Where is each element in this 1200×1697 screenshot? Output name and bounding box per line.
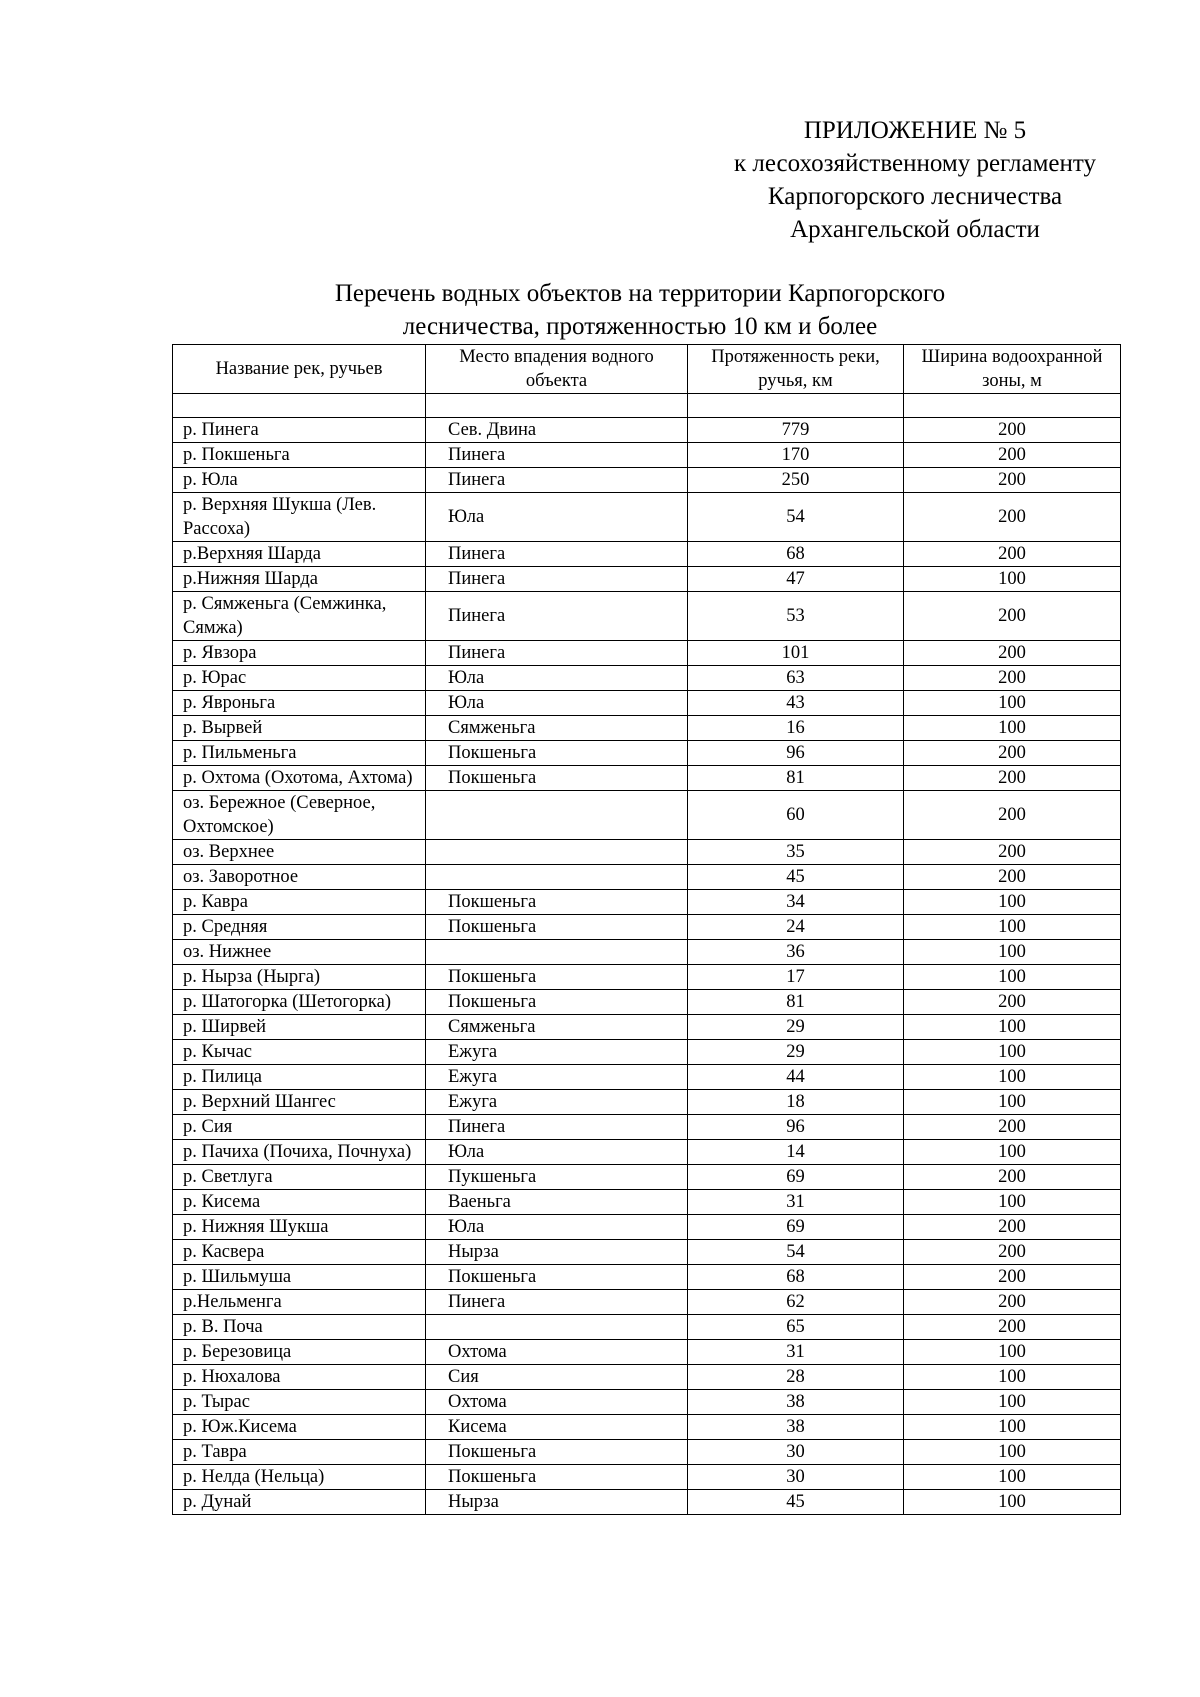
table-row — [173, 965, 1121, 990]
table-row — [173, 1090, 1121, 1115]
cell-mouth-place: Юла — [426, 691, 688, 716]
table-header-row — [173, 345, 1121, 394]
table-row — [173, 1315, 1121, 1340]
cell-river-name: р. Вырвей — [173, 716, 426, 741]
cell-zone-width: 100 — [904, 1440, 1121, 1465]
cell-mouth-place: Сев. Двина — [426, 418, 688, 443]
document-title-line-2: лесничества, протяженностью 10 км и более — [402, 313, 878, 340]
cell-zone-width: 200 — [904, 865, 1121, 890]
table-row — [173, 915, 1121, 940]
cell-mouth-place: Покшеньга — [426, 1465, 688, 1490]
table-row — [173, 1215, 1121, 1240]
cell-river-name: р. Березовица — [173, 1340, 426, 1365]
cell-mouth-place: Юла — [426, 493, 688, 542]
cell-river-name: р. Касвера — [173, 1240, 426, 1265]
cell-river-name: р. Верхний Шангес — [173, 1090, 426, 1115]
cell-length: 45 — [688, 1490, 904, 1515]
cell-zone-width: 200 — [904, 1315, 1121, 1340]
cell-mouth-place: Ежуга — [426, 1040, 688, 1065]
cell-zone-width: 100 — [904, 567, 1121, 592]
cell-length: 44 — [688, 1065, 904, 1090]
appendix-header — [680, 114, 1150, 246]
cell-zone-width: 200 — [904, 542, 1121, 567]
cell-length: 31 — [688, 1340, 904, 1365]
table-row — [173, 1115, 1121, 1140]
table-row — [173, 666, 1121, 691]
cell-length: 38 — [688, 1415, 904, 1440]
table-row — [173, 716, 1121, 741]
cell-zone-width: 200 — [904, 1165, 1121, 1190]
cell-river-name: р.Нельменга — [173, 1290, 426, 1315]
cell-zone-width: 200 — [904, 418, 1121, 443]
cell-length: 779 — [688, 418, 904, 443]
cell-mouth-place: Покшеньга — [426, 965, 688, 990]
cell-river-name: р. В. Поча — [173, 1315, 426, 1340]
cell-zone-width: 200 — [904, 443, 1121, 468]
cell-zone-width: 100 — [904, 1015, 1121, 1040]
table-row — [173, 418, 1121, 443]
cell-river-name: р. Шатогорка (Шетогорка) — [173, 990, 426, 1015]
table-row — [173, 865, 1121, 890]
appendix-reference: к лесохозяйственному регламенту — [733, 150, 1097, 177]
table-row — [173, 567, 1121, 592]
table-row — [173, 741, 1121, 766]
cell-zone-width: 100 — [904, 1140, 1121, 1165]
cell-zone-width: 200 — [904, 791, 1121, 840]
table-row — [173, 791, 1121, 840]
table-row — [173, 890, 1121, 915]
cell-length: 29 — [688, 1040, 904, 1065]
cell-river-name: р. Юрас — [173, 666, 426, 691]
cell-river-name: р.Нижняя Шарда — [173, 567, 426, 592]
table-row — [173, 1040, 1121, 1065]
cell-zone-width: 200 — [904, 1115, 1121, 1140]
water-bodies-table — [172, 344, 1121, 1515]
table-row — [173, 1265, 1121, 1290]
table-row — [173, 1490, 1121, 1515]
cell-length: 250 — [688, 468, 904, 493]
cell-zone-width: 200 — [904, 1290, 1121, 1315]
cell-length: 63 — [688, 666, 904, 691]
cell-length: 16 — [688, 716, 904, 741]
cell-length: 101 — [688, 641, 904, 666]
cell-mouth-place: Покшеньга — [426, 1265, 688, 1290]
empty-cell — [688, 394, 904, 418]
document-title-line-1: Перечень водных объектов на территории Карпогорского — [334, 280, 946, 307]
cell-river-name: р. Пачиха (Почиха, Почнуха) — [173, 1140, 426, 1165]
cell-length: 68 — [688, 1265, 904, 1290]
cell-river-name: р. Тавра — [173, 1440, 426, 1465]
cell-mouth-place: Сия — [426, 1365, 688, 1390]
cell-zone-width: 200 — [904, 990, 1121, 1015]
cell-river-name: р. Кисема — [173, 1190, 426, 1215]
cell-river-name: оз. Заворотное — [173, 865, 426, 890]
cell-zone-width: 100 — [904, 1040, 1121, 1065]
table-row — [173, 1015, 1121, 1040]
cell-zone-width: 100 — [904, 691, 1121, 716]
cell-zone-width: 200 — [904, 666, 1121, 691]
cell-mouth-place: Нырза — [426, 1490, 688, 1515]
cell-river-name: р. Кычас — [173, 1040, 426, 1065]
cell-river-name: р. Нырза (Нырга) — [173, 965, 426, 990]
cell-length: 54 — [688, 493, 904, 542]
cell-length: 17 — [688, 965, 904, 990]
table-row — [173, 1065, 1121, 1090]
appendix-number: ПРИЛОЖЕНИЕ № 5 — [803, 117, 1027, 144]
cell-mouth-place: Пинега — [426, 641, 688, 666]
cell-mouth-place: Покшеньга — [426, 766, 688, 791]
table-row — [173, 1390, 1121, 1415]
cell-mouth-place — [426, 791, 688, 840]
cell-mouth-place: Ежуга — [426, 1090, 688, 1115]
table-row — [173, 766, 1121, 791]
cell-zone-width: 100 — [904, 1340, 1121, 1365]
document-title — [230, 277, 1050, 343]
cell-mouth-place: Пинега — [426, 592, 688, 641]
cell-mouth-place: Пинега — [426, 542, 688, 567]
table-row — [173, 493, 1121, 542]
cell-mouth-place: Сямженьга — [426, 716, 688, 741]
cell-mouth-place — [426, 840, 688, 865]
cell-river-name: р.Верхняя Шарда — [173, 542, 426, 567]
cell-mouth-place: Юла — [426, 666, 688, 691]
cell-river-name: р. Пилица — [173, 1065, 426, 1090]
table-row — [173, 1165, 1121, 1190]
cell-zone-width: 100 — [904, 1065, 1121, 1090]
table-row — [173, 1415, 1121, 1440]
cell-length: 81 — [688, 766, 904, 791]
cell-zone-width: 100 — [904, 915, 1121, 940]
cell-length: 34 — [688, 890, 904, 915]
cell-river-name: р. Пильменьга — [173, 741, 426, 766]
cell-river-name: р. Ширвей — [173, 1015, 426, 1040]
cell-river-name: р. Нижняя Шукша — [173, 1215, 426, 1240]
table-row — [173, 542, 1121, 567]
cell-length: 65 — [688, 1315, 904, 1340]
cell-length: 47 — [688, 567, 904, 592]
table-row — [173, 1340, 1121, 1365]
cell-length: 81 — [688, 990, 904, 1015]
cell-zone-width: 200 — [904, 1240, 1121, 1265]
cell-length: 35 — [688, 840, 904, 865]
header-zone-width: Ширина водоохранной зоны, м — [904, 345, 1121, 394]
cell-length: 18 — [688, 1090, 904, 1115]
cell-zone-width: 100 — [904, 1490, 1121, 1515]
cell-zone-width: 200 — [904, 766, 1121, 791]
cell-river-name: р. Тырас — [173, 1390, 426, 1415]
cell-mouth-place: Пинега — [426, 443, 688, 468]
appendix-forestry: Карпогорского лесничества — [767, 183, 1063, 210]
cell-river-name: р. Шильмуша — [173, 1265, 426, 1290]
cell-river-name: р. Верхняя Шукша (Лев. Рассоха) — [173, 493, 426, 542]
cell-length: 68 — [688, 542, 904, 567]
table-row — [173, 1190, 1121, 1215]
table-row — [173, 1140, 1121, 1165]
cell-length: 62 — [688, 1290, 904, 1315]
cell-river-name: оз. Верхнее — [173, 840, 426, 865]
cell-zone-width: 200 — [904, 592, 1121, 641]
cell-zone-width: 100 — [904, 965, 1121, 990]
cell-river-name: р. Светлуга — [173, 1165, 426, 1190]
cell-zone-width: 100 — [904, 1415, 1121, 1440]
cell-length: 30 — [688, 1465, 904, 1490]
cell-length: 53 — [688, 592, 904, 641]
cell-mouth-place: Сямженьга — [426, 1015, 688, 1040]
cell-mouth-place — [426, 1315, 688, 1340]
empty-cell — [904, 394, 1121, 418]
table-row — [173, 691, 1121, 716]
cell-zone-width: 100 — [904, 1090, 1121, 1115]
cell-river-name: р. Нюхалова — [173, 1365, 426, 1390]
table-row — [173, 990, 1121, 1015]
cell-length: 36 — [688, 940, 904, 965]
cell-length: 43 — [688, 691, 904, 716]
cell-river-name: р. Сямженьга (Семжинка, Сямжа) — [173, 592, 426, 641]
cell-zone-width: 100 — [904, 1365, 1121, 1390]
table-row — [173, 840, 1121, 865]
cell-length: 69 — [688, 1165, 904, 1190]
cell-mouth-place: Покшеньга — [426, 990, 688, 1015]
cell-mouth-place: Охтома — [426, 1340, 688, 1365]
cell-mouth-place: Кисема — [426, 1415, 688, 1440]
cell-mouth-place: Охтома — [426, 1390, 688, 1415]
table-row — [173, 1440, 1121, 1465]
cell-river-name: р. Юла — [173, 468, 426, 493]
header-length: Протяженность реки, ручья, км — [688, 345, 904, 394]
cell-river-name: р. Средняя — [173, 915, 426, 940]
cell-river-name: р. Явроньга — [173, 691, 426, 716]
cell-length: 29 — [688, 1015, 904, 1040]
cell-mouth-place: Ваеньга — [426, 1190, 688, 1215]
table-row — [173, 940, 1121, 965]
cell-mouth-place: Пинега — [426, 468, 688, 493]
table-row — [173, 1465, 1121, 1490]
cell-mouth-place — [426, 865, 688, 890]
cell-mouth-place: Покшеньга — [426, 741, 688, 766]
header-river-name: Название рек, ручьев — [173, 345, 426, 394]
cell-river-name: р. Явзора — [173, 641, 426, 666]
cell-mouth-place: Юла — [426, 1215, 688, 1240]
cell-length: 54 — [688, 1240, 904, 1265]
cell-length: 45 — [688, 865, 904, 890]
cell-zone-width: 100 — [904, 1390, 1121, 1415]
cell-zone-width: 200 — [904, 468, 1121, 493]
cell-river-name: р. Кавра — [173, 890, 426, 915]
table-row — [173, 468, 1121, 493]
cell-mouth-place: Пинега — [426, 1290, 688, 1315]
cell-river-name: р. Пинега — [173, 418, 426, 443]
cell-zone-width: 100 — [904, 1190, 1121, 1215]
cell-mouth-place: Пинега — [426, 567, 688, 592]
cell-length: 24 — [688, 915, 904, 940]
empty-cell — [426, 394, 688, 418]
cell-length: 96 — [688, 741, 904, 766]
cell-zone-width: 200 — [904, 1265, 1121, 1290]
cell-zone-width: 100 — [904, 1465, 1121, 1490]
empty-cell — [173, 394, 426, 418]
cell-mouth-place: Нырза — [426, 1240, 688, 1265]
cell-zone-width: 100 — [904, 940, 1121, 965]
cell-zone-width: 200 — [904, 1215, 1121, 1240]
cell-zone-width: 200 — [904, 741, 1121, 766]
cell-mouth-place: Пинега — [426, 1115, 688, 1140]
table-row — [173, 1365, 1121, 1390]
cell-length: 38 — [688, 1390, 904, 1415]
cell-river-name: оз. Бережное (Северное, Охтомское) — [173, 791, 426, 840]
cell-river-name: р. Дунай — [173, 1490, 426, 1515]
cell-length: 60 — [688, 791, 904, 840]
cell-mouth-place: Юла — [426, 1140, 688, 1165]
cell-river-name: р. Охтома (Охотома, Ахтома) — [173, 766, 426, 791]
cell-zone-width: 200 — [904, 840, 1121, 865]
cell-length: 28 — [688, 1365, 904, 1390]
cell-length: 69 — [688, 1215, 904, 1240]
cell-length: 96 — [688, 1115, 904, 1140]
cell-river-name: р. Юж.Кисема — [173, 1415, 426, 1440]
cell-mouth-place: Пукшеньга — [426, 1165, 688, 1190]
cell-mouth-place: Ежуга — [426, 1065, 688, 1090]
cell-zone-width: 200 — [904, 493, 1121, 542]
cell-mouth-place: Покшеньга — [426, 915, 688, 940]
table-row — [173, 1240, 1121, 1265]
cell-mouth-place: Покшеньга — [426, 1440, 688, 1465]
cell-mouth-place: Покшеньга — [426, 890, 688, 915]
table-row — [173, 1290, 1121, 1315]
cell-length: 14 — [688, 1140, 904, 1165]
cell-mouth-place — [426, 940, 688, 965]
cell-river-name: оз. Нижнее — [173, 940, 426, 965]
cell-river-name: р. Нелда (Нельца) — [173, 1465, 426, 1490]
table-row — [173, 443, 1121, 468]
appendix-region: Архангельской области — [790, 216, 1040, 243]
cell-zone-width: 100 — [904, 890, 1121, 915]
cell-zone-width: 200 — [904, 641, 1121, 666]
table-row — [173, 641, 1121, 666]
cell-zone-width: 100 — [904, 716, 1121, 741]
cell-length: 30 — [688, 1440, 904, 1465]
cell-length: 170 — [688, 443, 904, 468]
header-mouth-place: Место впадения водного объекта — [426, 345, 688, 394]
empty-row — [173, 394, 1121, 418]
cell-river-name: р. Покшеньга — [173, 443, 426, 468]
table-row — [173, 592, 1121, 641]
cell-length: 31 — [688, 1190, 904, 1215]
cell-river-name: р. Сия — [173, 1115, 426, 1140]
